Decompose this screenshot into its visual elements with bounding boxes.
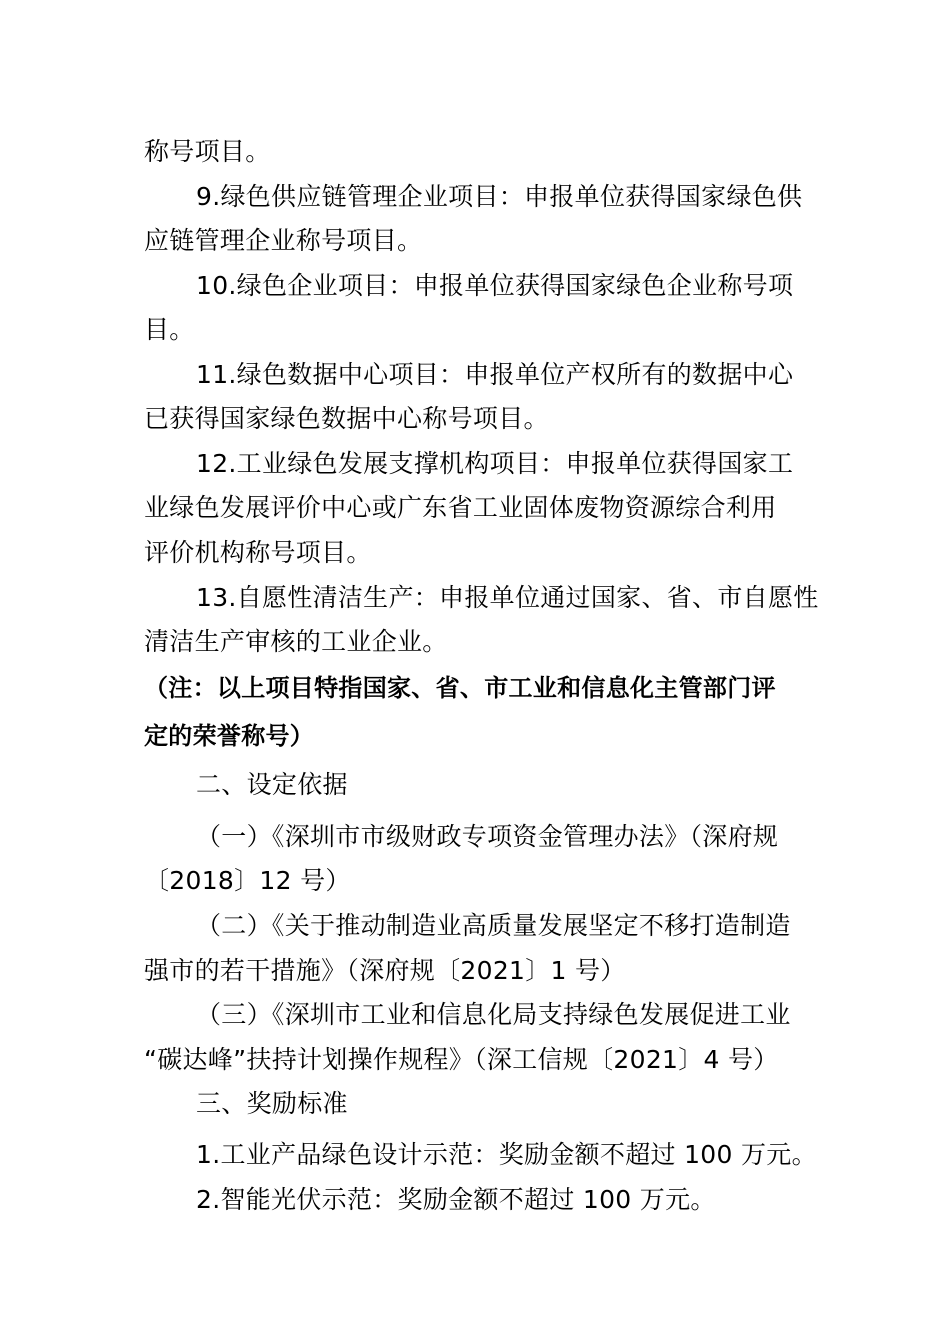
- paragraph-line: （一）《深圳市市级财政专项资金管理办法》（深府规: [196, 822, 779, 851]
- paragraph-line: 11.绿色数据中心项目：申报单位产权所有的数据中心: [196, 360, 794, 389]
- paragraph-line: 评价机构称号项目。: [144, 538, 372, 567]
- paragraph-line: 强市的若干措施》（深府规〔2021〕1 号）: [144, 956, 626, 985]
- paragraph-line: 〔2018〕12 号）: [144, 866, 351, 895]
- paragraph-line: （三）《深圳市工业和信息化局支持绿色发展促进工业: [196, 1000, 791, 1029]
- section-heading: 三、奖励标准: [196, 1089, 348, 1118]
- paragraph-line: 10.绿色企业项目：申报单位获得国家绿色企业称号项: [196, 271, 794, 300]
- paragraph-line: “碳达峰”扶持计划操作规程》（深工信规〔2021〕4 号）: [144, 1045, 779, 1074]
- paragraph-line: 1.工业产品绿色设计示范：奖励金额不超过 100 万元。: [196, 1140, 817, 1169]
- paragraph-line: 已获得国家绿色数据中心称号项目。: [144, 404, 549, 433]
- paragraph-line: （二）《关于推动制造业高质量发展坚定不移打造制造: [196, 911, 791, 940]
- paragraph-line: 12.工业绿色发展支撑机构项目：申报单位获得国家工: [196, 449, 794, 478]
- paragraph-line: 清洁生产审核的工业企业。: [144, 627, 448, 656]
- paragraph-line: 称号项目。: [144, 137, 271, 166]
- note-line: （注：以上项目特指国家、省、市工业和信息化主管部门评: [144, 674, 776, 702]
- paragraph-line: 业绿色发展评价中心或广东省工业固体废物资源综合利用: [144, 493, 777, 522]
- paragraph-line: 13.自愿性清洁生产：申报单位通过国家、省、市自愿性: [196, 583, 819, 612]
- paragraph-line: 应链管理企业称号项目。: [144, 226, 423, 255]
- section-heading: 二、设定依据: [196, 770, 348, 799]
- paragraph-line: 2.智能光伏示范：奖励金额不超过 100 万元。: [196, 1185, 716, 1214]
- note-line: 定的荣誉称号）: [144, 722, 315, 750]
- paragraph-line: 9.绿色供应链管理企业项目：申报单位获得国家绿色供: [196, 182, 803, 211]
- paragraph-line: 目。: [144, 315, 195, 344]
